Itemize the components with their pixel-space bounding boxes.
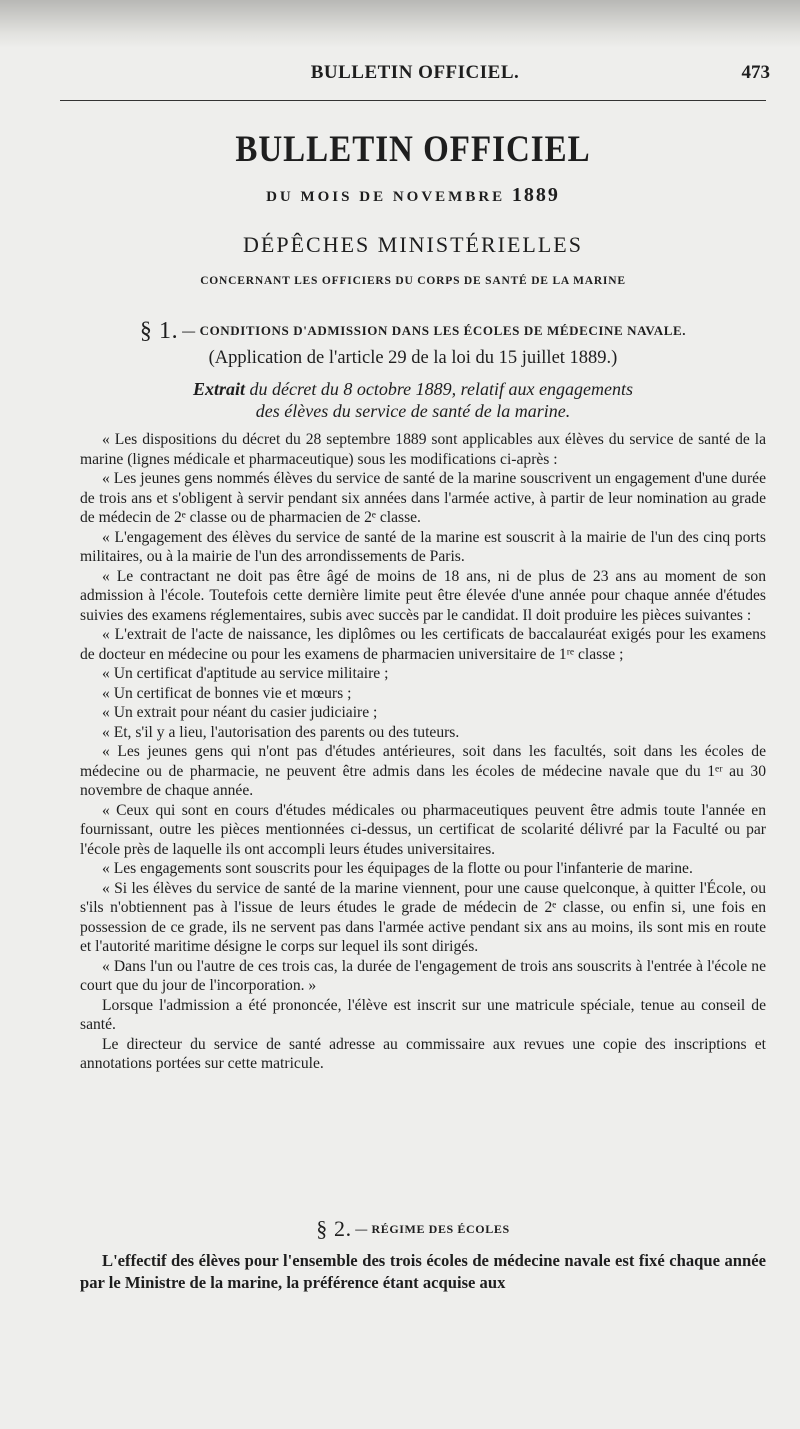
extract-line-2: des élèves du service de santé de la marine. [255, 401, 571, 421]
extract-line-1-rest: du décret du 8 octobre 1889, relatif aux engagements [245, 379, 633, 399]
article-2-number: § 2. [316, 1216, 352, 1241]
subtitle-month: DU MOIS DE NOVEMBRE [266, 189, 506, 205]
paragraph: « Un certificat de bonnes vie et mœurs ; [102, 684, 352, 702]
article-1-heading [60, 318, 766, 345]
paragraph: « Un extrait pour néant du casier judiciaire ; [102, 704, 378, 721]
running-title: BULLETIN OFFICIEL. [310, 62, 520, 83]
article-2-title: — RÉGIME DES ÉCOLES [355, 1222, 510, 1236]
paragraph: L'effectif des élèves pour l'ensemble des trois écoles de médecine navale est fixé chaque année par le Ministre de la marine, la préférence étant acquise aux [80, 1251, 766, 1292]
paragraph: « Les jeunes gens nommés élèves du service de santé de la marine souscrivent un engagement d'une durée de trois ans et s'obligent à servir pendant six années dans l'armée active, à partir de leur nomination au grade de médecin de 2ᵉ classe ou de pharmacien de 2ᵉ classe. [80, 470, 766, 526]
article-1-extract [60, 378, 766, 422]
header-rule [60, 100, 766, 101]
paragraph: « Le contractant ne doit pas être âgé de moins de 18 ans, ni de plus de 23 ans au moment de son admission à l'école. Toutefois cette dernière limite peut être élevée d'une année pour chaque année d'études suivies des examens réglementaires, subis avec succès par le candidat. Il doit produire les pièces suivantes : [80, 567, 766, 624]
article-1-body [80, 430, 766, 1074]
article-1-application: (Application de l'article 29 de la loi du 15 juillet 1889.) [208, 348, 618, 368]
paragraph: « Si les élèves du service de santé de la marine viennent, pour une cause quelconque, à quitter l'École, ou s'ils n'obtiennent pas à l'issue de leurs études le grade de médecin de 2ᵉ classe, ou enfin si, une fois en possession de ce grade, ils ne servent pas dans l'armée active pendant six ans au moins, ils sont mis en route et l'autorité maritime désigne le corps sur lequel ils sont dirigés. [80, 879, 766, 955]
extract-line-1 [60, 378, 766, 400]
bulletin-title: BULLETIN OFFICIEL [235, 129, 591, 171]
article-2-heading [60, 1216, 766, 1242]
paragraph: « Ceux qui sont en cours d'études médicales ou pharmaceutiques peuvent être admis toute l'année en fournissant, outre les pièces mentionnées ci-dessus, un certificat de scolarité délivré par la Faculté ou par l'école près de laquelle ils ont accompli leurs études universitaires. [80, 801, 766, 858]
paragraph: « Les jeunes gens qui n'ont pas d'études antérieures, soit dans les facultés, soit dans les écoles de médecine ou de pharmacie, ne peuvent être admis dans les écoles de médecine navale que du 1ᵉʳ au 30 novembre de chaque année. [80, 743, 766, 799]
running-header [60, 62, 770, 88]
paragraph: Le directeur du service de santé adresse au commissaire aux revues une copie des inscriptions et annotations portées sur cette matricule. [80, 1035, 766, 1072]
article-1-number: § 1. [139, 318, 179, 344]
page-number: 473 [741, 62, 770, 83]
article-1-title: — CONDITIONS D'ADMISSION DANS LES ÉCOLES DE MÉDECINE NAVALE. [182, 323, 687, 338]
paragraph: « L'engagement des élèves du service de santé de la marine est souscrit à la mairie de l'un des cinq ports militaires, ou à la mairie de l'un des arrondissements de Paris. [80, 528, 766, 565]
section-subheading: CONCERNANT LES OFFICIERS DU CORPS DE SANTÉ DE LA MARINE [200, 275, 626, 287]
paragraph: « Les dispositions du décret du 28 septembre 1889 sont applicables aux élèves du service de santé de la marine (lignes médicale et pharmaceutique) sous les modifications ci-après : [80, 431, 766, 468]
paragraph: « Et, s'il y a lieu, l'autorisation des parents ou des tuteurs. [102, 723, 460, 741]
article-2-body [80, 1250, 766, 1294]
paragraph: « Un certificat d'aptitude au service militaire ; [102, 665, 389, 682]
section-heading: DÉPÊCHES MINISTÉRIELLES [243, 232, 583, 257]
bulletin-subtitle [60, 184, 766, 207]
paragraph: « L'extrait de l'acte de naissance, les diplômes ou les certificats de baccalauréat exigés pour les examens de docteur en médecine ou pour les examens de pharmacien universitaire de 1ʳᵉ classe ; [80, 626, 766, 663]
paragraph: « Les engagements sont souscrits pour les équipages de la flotte ou pour l'infanterie de marine. [102, 860, 693, 877]
extract-prefix: Extrait [193, 379, 246, 399]
paragraph: « Dans l'un ou l'autre de ces trois cas, la durée de l'engagement de trois ans souscrits à l'entrée à l'école ne court que du jour de l'incorporation. » [80, 957, 766, 994]
paragraph: Lorsque l'admission a été prononcée, l'élève est inscrit sur une matricule spéciale, tenue au conseil de santé. [80, 996, 766, 1033]
subtitle-year: 1889 [511, 184, 560, 206]
